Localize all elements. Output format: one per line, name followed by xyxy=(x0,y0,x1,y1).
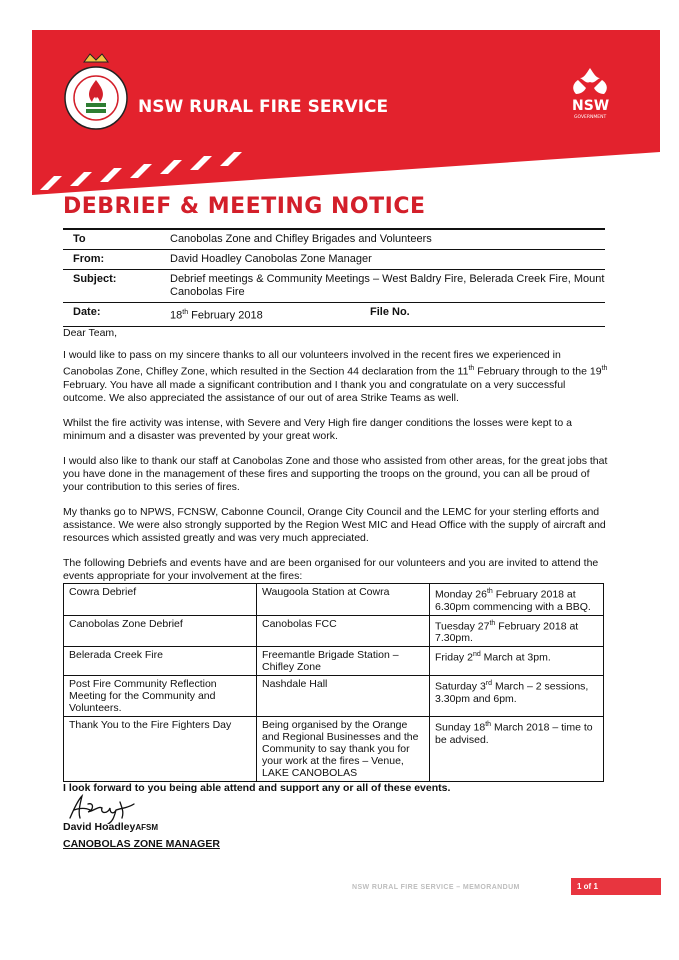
event-name: Thank You to the Fire Fighters Day xyxy=(64,717,257,782)
document-title: DEBRIEF & MEETING NOTICE xyxy=(63,194,426,219)
event-when-rest: March 2018 – time to be advised. xyxy=(435,721,593,746)
footer-memo-label: NSW RURAL FIRE SERVICE – MEMORANDUM xyxy=(352,884,520,891)
event-when-suffix: nd xyxy=(472,651,481,658)
to-value: Canobolas Zone and Chifley Brigades and Volunteers xyxy=(160,229,605,250)
greeting: Dear Team, xyxy=(63,327,118,339)
org-name: NSW RURAL FIRE SERVICE xyxy=(138,97,389,117)
p1-sup-1: th xyxy=(468,365,475,372)
p1-sup-2: th xyxy=(601,365,608,372)
date-suffix: th xyxy=(182,309,189,316)
event-row xyxy=(64,584,604,616)
subject-value: Debrief meetings & Community Meetings – West Baldry Fire, Belerada Creek Fire, Mount Canobolas Fire xyxy=(160,270,605,303)
file-label: File No. xyxy=(370,306,410,318)
event-venue: Nashdale Hall xyxy=(257,676,430,717)
event-when xyxy=(430,615,604,647)
handwritten-signature xyxy=(66,792,146,824)
event-when-day: Saturday 3 xyxy=(435,680,486,693)
event-row xyxy=(64,615,604,647)
svg-text:GOVERNMENT: GOVERNMENT xyxy=(574,115,607,120)
event-when-suffix: th xyxy=(486,588,493,595)
header-row-subject xyxy=(63,270,605,303)
paragraph-thanks xyxy=(63,349,611,405)
from-label: From: xyxy=(63,250,160,270)
event-when-rest: February 2018 at 7.30pm. xyxy=(435,620,579,644)
event-when-suffix: rd xyxy=(485,680,493,687)
file-no xyxy=(360,303,605,327)
header-banner xyxy=(0,0,679,200)
event-when-suffix: th xyxy=(489,619,496,627)
event-when xyxy=(430,717,604,782)
page-number-badge: 1 of 1 xyxy=(571,878,661,895)
letter-body xyxy=(63,327,611,595)
event-when-day: Tuesday 27 xyxy=(435,620,490,632)
event-name: Canobolas Zone Debrief xyxy=(64,615,257,647)
closing-line: I look forward to you being able attend and support any or all of these events. xyxy=(63,782,451,794)
subject-label: Subject: xyxy=(63,270,160,303)
event-when xyxy=(430,647,604,676)
event-row xyxy=(64,647,604,676)
p1-part-b: February through to the 19 xyxy=(474,365,602,378)
event-venue: Canobolas FCC xyxy=(257,615,430,647)
events-table xyxy=(63,583,604,782)
event-name: Belerada Creek Fire xyxy=(64,647,257,676)
paragraph-staff-thanks: I would also like to thank our staff at Canobolas Zone and those who assisted from other areas, for the great jobs that you have done in the management of these fires and supporting the troops on the ground, you can all be proud of your contribution to this series of fires. xyxy=(63,454,608,493)
event-venue: Waugoola Station at Cowra xyxy=(257,584,430,616)
header-row-from xyxy=(63,250,605,270)
header-row-to xyxy=(63,229,605,250)
event-when-rest: February 2018 at 6.30pm commencing with a BBQ. xyxy=(435,588,591,613)
date-value xyxy=(160,303,360,327)
event-when-day: Sunday 18 xyxy=(435,721,486,734)
event-venue: Being organised by the Orange and Regional Businesses and the Community to say thank you for your work at the fires – Venue, LAKE CANOBOLAS xyxy=(257,717,430,782)
event-name: Cowra Debrief xyxy=(64,584,257,616)
signer-post-nominal: AFSM xyxy=(135,823,159,832)
event-when-day: Friday 2 xyxy=(435,651,473,664)
date-label: Date: xyxy=(63,303,160,327)
p1-part-a: I would like to pass on my sincere thanks to all our volunteers involved in the recent fires we experienced in Canobolas Zone, Chifley Zone, which resulted in the Section 44 declaration from the 11 xyxy=(63,349,561,378)
event-when xyxy=(430,584,604,616)
event-when xyxy=(430,676,604,717)
p1-part-c: February. You have all made a significant contribution and I thank you and congratulate on a very successful outcome. We also appreciated the assistance of our out of area Strike Teams as well. xyxy=(63,378,566,404)
event-venue: Freemantle Brigade Station – Chifley Zone xyxy=(257,647,430,676)
event-when-day: Monday 26 xyxy=(435,588,487,601)
header-row-date xyxy=(63,303,605,327)
event-when-rest: March – 2 sessions, 3.30pm and 6pm. xyxy=(435,680,589,705)
event-when-suffix: th xyxy=(485,721,492,728)
event-name: Post Fire Community Reflection Meeting for the Community and Volunteers. xyxy=(64,676,257,717)
paragraph-events-intro: The following Debriefs and events have and are been organised for our volunteers and you are invited to attend the events appropriate for your involvement at the fires: xyxy=(63,556,599,582)
paragraph-agencies: My thanks go to NPWS, FCNSW, Cabonne Council, Orange City Council and the LEMC for your sterling efforts and assistance. We were also strongly supported by the Region West MIC and Head Office with the supply of aircraft and resources which assisted greatly and was very much appreciated. xyxy=(63,505,606,544)
event-row xyxy=(64,717,604,782)
memo-header-table xyxy=(63,228,605,327)
from-value: David Hoadley Canobolas Zone Manager xyxy=(160,250,605,270)
signer xyxy=(63,821,158,833)
date-day: 18 xyxy=(170,309,183,322)
event-when-rest: March at 3pm. xyxy=(480,651,551,664)
event-row xyxy=(64,676,604,717)
date-month-year: February 2018 xyxy=(188,309,263,322)
paragraph-fire-activity: Whilst the fire activity was intense, with Severe and Very High fire danger conditions the losses were kept to a minimum and a disaster was prevented by your great work. xyxy=(63,416,572,442)
signer-role: CANOBOLAS ZONE MANAGER xyxy=(63,838,220,850)
to-label: To xyxy=(63,229,160,250)
svg-text:NSW: NSW xyxy=(572,98,610,114)
signer-name: David Hoadley xyxy=(63,821,136,833)
